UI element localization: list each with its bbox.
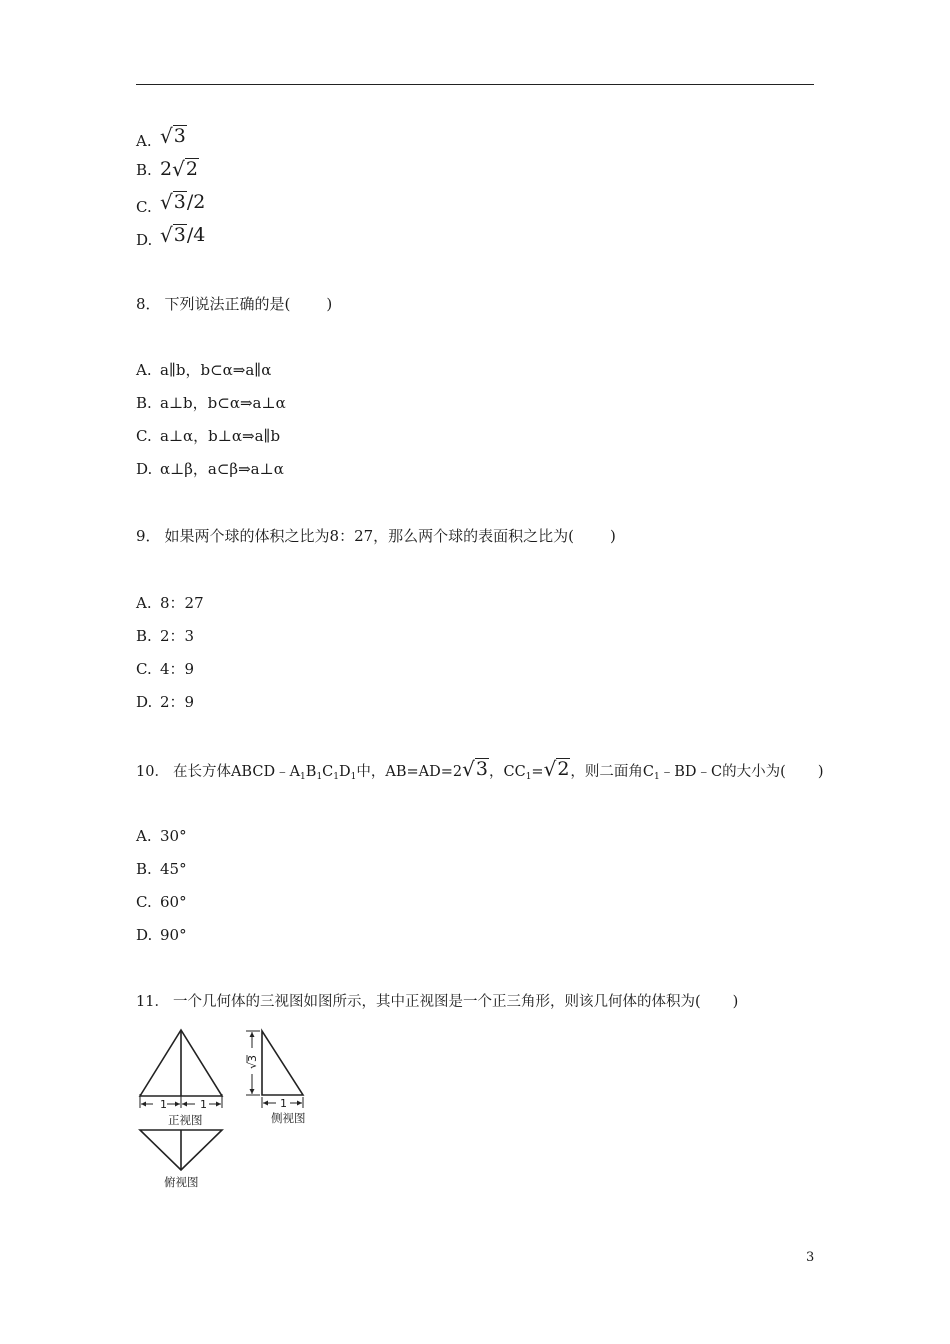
front-view bbox=[140, 1030, 222, 1108]
q7-option-d: D. √ 3 /4 bbox=[136, 223, 206, 249]
three-view-figure bbox=[134, 1026, 324, 1194]
q9-option-d: D. 2：9 bbox=[136, 693, 195, 711]
q10-option-c: C. 60° bbox=[136, 893, 187, 911]
sqrt-expression: √ 3 bbox=[160, 124, 186, 148]
front-view-label: 正视图 bbox=[168, 1113, 203, 1127]
sqrt-expression: √ 3 bbox=[462, 757, 488, 781]
q8-option-a: A. a∥b，b⊂α⇒a∥α bbox=[136, 361, 272, 379]
sqrt-expression: √ 3 /4 bbox=[160, 223, 206, 247]
dim-label-one: 1 bbox=[160, 1098, 167, 1111]
sqrt-expression: √ 2 bbox=[543, 757, 570, 781]
svg-text:√: √ bbox=[246, 1061, 259, 1069]
q8-option-d: D. α⊥β，a⊂β⇒a⊥α bbox=[136, 460, 284, 478]
top-view-label: 俯视图 bbox=[164, 1175, 199, 1189]
question-8-stem: 8． 下列说法正确的是( ) bbox=[136, 295, 333, 313]
q10-option-b: B. 45° bbox=[136, 860, 187, 878]
top-view bbox=[140, 1130, 222, 1170]
q9-option-a: A. 8：27 bbox=[136, 594, 204, 612]
q10-option-d: D. 90° bbox=[136, 926, 187, 944]
q8-option-b: B. a⊥b，b⊂α⇒a⊥α bbox=[136, 394, 286, 412]
sqrt-expression: √ 3 /2 bbox=[160, 190, 206, 214]
q10-option-a: A. 30° bbox=[136, 827, 187, 845]
page-number: 3 bbox=[806, 1250, 815, 1265]
q9-option-c: C. 4：9 bbox=[136, 660, 195, 678]
dim-label-one: 1 bbox=[200, 1098, 207, 1111]
header-rule bbox=[136, 84, 814, 85]
question-10-stem: 10． 在长方体$ABCD﹣A_1B_1C_1D_1$中，AB=AD=2 √ 3 ，$CC_1=$ √ 2 ，则二面角$C_1﹣BD﹣C$的大小为( ) bbox=[136, 757, 824, 782]
q8-option-c: C. a⊥α，b⊥α⇒a∥b bbox=[136, 427, 281, 445]
svg-text:3: 3 bbox=[246, 1055, 259, 1062]
sqrt-expression: 2 √ 2 bbox=[160, 157, 198, 181]
side-view-label: 侧视图 bbox=[271, 1111, 306, 1125]
dim-label-sqrt3 bbox=[246, 1055, 259, 1069]
dim-label-one: 1 bbox=[280, 1097, 287, 1110]
q7-option-a: A. √ 3 bbox=[136, 124, 186, 150]
q7-option-c: C. √ 3 /2 bbox=[136, 190, 206, 216]
q7-option-b: B. 2 √ 2 bbox=[136, 157, 198, 181]
q9-option-b: B. 2：3 bbox=[136, 627, 195, 645]
question-11-stem: 11． 一个几何体的三视图如图所示，其中正视图是一个正三角形，则该几何体的体积为( ) bbox=[136, 994, 739, 1010]
question-9-stem: 9． 如果两个球的体积之比为8：27，那么两个球的表面积之比为( ) bbox=[136, 527, 616, 545]
